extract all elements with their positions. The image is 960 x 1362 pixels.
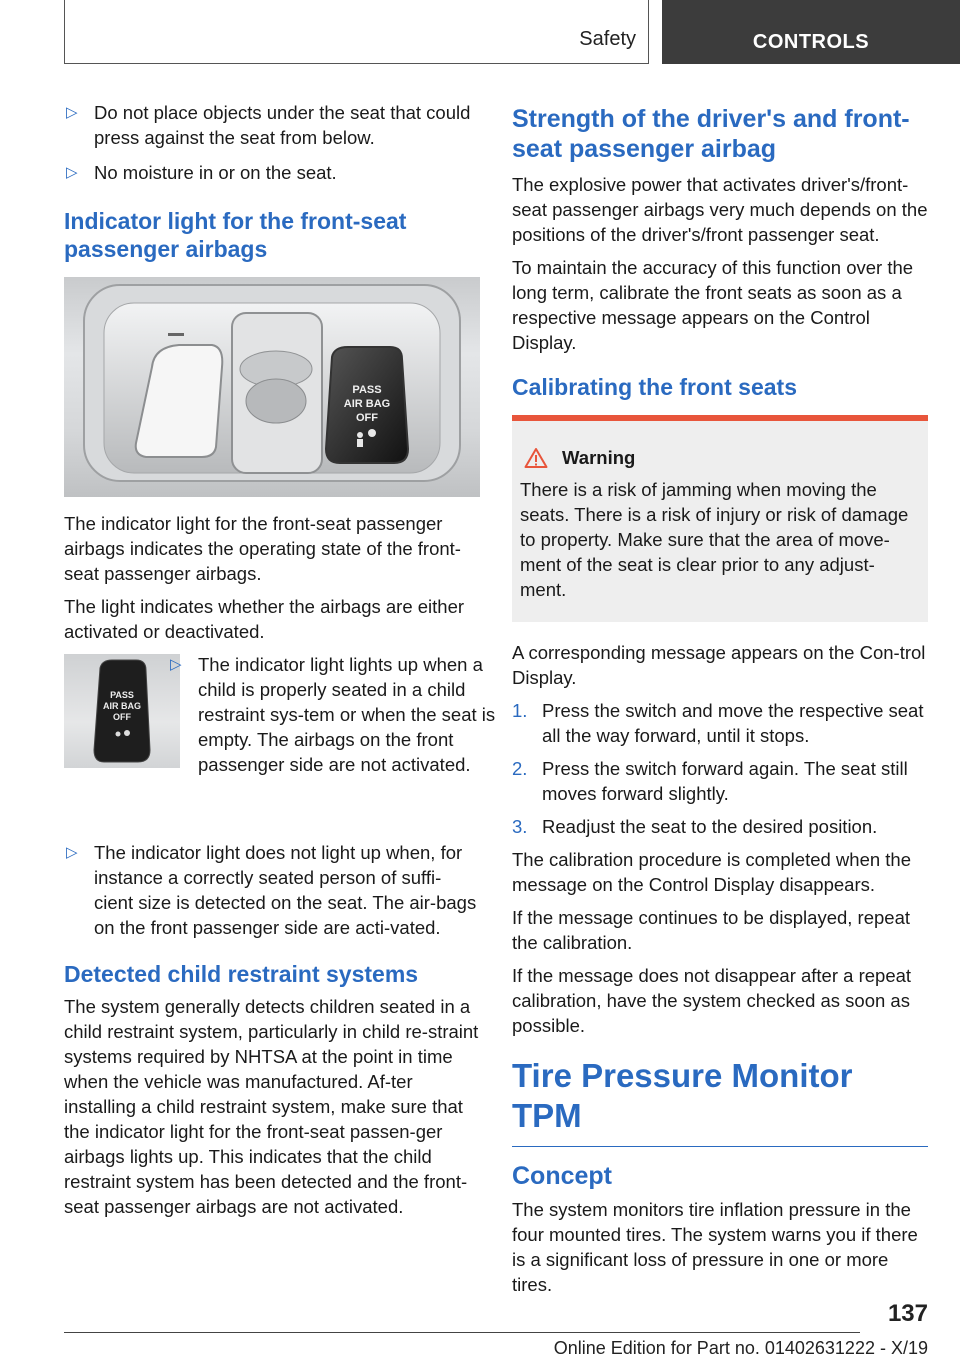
footer-divider <box>64 1332 860 1333</box>
calibration-paragraph-2: The calibration procedure is completed when the message on the Control Display disappears. <box>512 849 912 895</box>
indicator-heading: Indicator light for the front-seat passenger airbags <box>64 208 407 262</box>
detected-paragraph: The system generally detects children seated in a child restraint system, particularly in child re-straint systems required by NHTSA at the point in time when the vehicle was manufactured. Af-ter installing a child restraint system, make sure that the indicator light for the front-seat passen-ger airbags lights up. This indicates that the child restraint system has been detected and the front-seat passenger airbags are not activated. <box>64 996 479 1217</box>
calibrating-heading: Calibrating the front seats <box>512 374 797 400</box>
strength-heading: Strength of the driver's and front-seat passenger airbag <box>512 105 910 163</box>
calibration-paragraph-3: If the message continues to be displayed, repeat the calibration. <box>512 907 911 953</box>
list-item: ▷ The indicator light does not light up when, for instance a correctly seated person of suffi-cient size is detected on the seat. The air-bags on the front passenger side are acti-vated. <box>66 842 477 938</box>
indicator-detail-row <box>64 652 496 836</box>
warning-title-row <box>524 447 920 469</box>
step-item: 2. Press the switch forward again. The seat still moves forward slightly. <box>512 758 908 804</box>
triangle-bullet-icon: ▷ <box>66 104 78 121</box>
footer-edition: Online Edition for Part no. 01402631222 - X/19 <box>553 1338 928 1358</box>
pass-label: PASS <box>352 384 382 396</box>
concept-paragraph: The system monitors tire inflation pressure in the four mounted tires. The system warns you if there is a significant loss of pressure in one or more tires. <box>512 1199 918 1295</box>
indicator-paragraph-2: The light indicates whether the airbags are either activated or deactivated. <box>64 596 465 642</box>
triangle-bullet-icon: ▷ <box>170 656 182 673</box>
warning-text: There is a risk of jamming when moving the seats. There is a risk of injury or risk of damage to property. Make sure that the area of move-ment of the seat is clear prior to any adjust-ment. <box>520 479 909 600</box>
warning-title: Warning <box>562 447 636 468</box>
airbag-console-illustration <box>64 277 480 497</box>
strength-paragraph-2: To maintain the accuracy of this function over the long term, calibrate the front seats as soon as a respective message appears on the Control Display. <box>512 257 914 353</box>
concept-heading: Concept <box>512 1162 612 1190</box>
step-item: 3. Readjust the seat to the desired position. <box>512 816 878 837</box>
pass-airbag-off-switch-illustration <box>64 654 180 768</box>
triangle-bullet-icon: ▷ <box>66 164 78 181</box>
calibration-paragraph-1: A corresponding message appears on the Con-trol Display. <box>512 642 926 688</box>
indicator-paragraph-1: The indicator light for the front-seat passenger airbags indicates the operating state of the front-seat passenger airbags. <box>64 513 461 584</box>
list-item: ▷ No moisture in or on the seat. <box>66 162 337 183</box>
header-frame <box>64 0 649 64</box>
small-pass-label: PASS <box>110 690 134 700</box>
tpm-heading: Tire Pressure Monitor TPM <box>512 1056 928 1147</box>
page-number: 137 <box>887 1300 928 1327</box>
list-item: ▷ The indicator light lights up when a child is properly seated in a child restraint sys-tem or when the seat is empty. The airbags on the front passenger side are not activated. <box>170 654 496 775</box>
section-title: Safety <box>579 28 636 50</box>
small-off-label: OFF <box>113 712 131 722</box>
airbag-indicator-photo <box>64 277 480 497</box>
chapter-tab: CONTROLS <box>662 0 960 64</box>
left-column <box>64 100 496 1227</box>
calibration-paragraph-4: If the message does not disappear after a repeat calibration, have the system checked as soon as possible. <box>512 965 912 1036</box>
warning-box <box>512 415 928 622</box>
right-column <box>512 100 928 1305</box>
pass-airbag-off-photo <box>64 654 180 768</box>
small-airbag-label: AIR BAG <box>103 701 141 711</box>
list-item: ▷ Do not place objects under the seat that could press against the seat from below. <box>66 102 471 148</box>
airbag-label: AIR BAG <box>343 398 391 410</box>
warning-triangle-icon <box>524 447 548 469</box>
triangle-bullet-icon: ▷ <box>66 844 78 861</box>
off-label: OFF <box>356 412 378 424</box>
step-item: 1. Press the switch and move the respective seat all the way forward, until it stops. <box>512 700 924 746</box>
strength-paragraph-1: The explosive power that activates driver's/front-seat passenger airbags very much depends on the positions of the driver's/front passenger seat. <box>512 174 928 245</box>
detected-heading: Detected child restraint systems <box>64 961 419 987</box>
